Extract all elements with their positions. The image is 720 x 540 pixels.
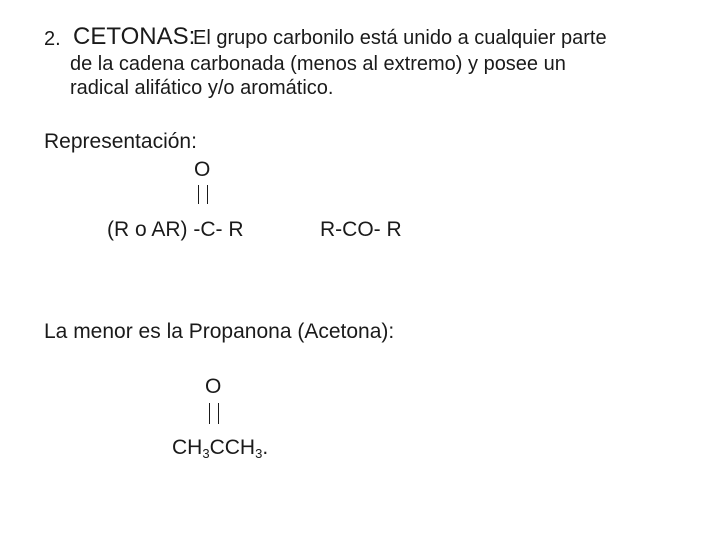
intro-text-line-2: de la cadena carbonada (menos al extremo) y posee un xyxy=(70,53,566,75)
section-heading: CETONAS: xyxy=(73,23,196,50)
double-bond xyxy=(198,185,208,204)
acetone-formula: $CH_3CCH_3$. xyxy=(172,436,269,461)
section-number: 2. xyxy=(44,28,61,50)
carbonyl-oxygen: O xyxy=(194,158,211,181)
example-label: La menor es la Propanona (Acetona): xyxy=(44,320,395,343)
general-structure-expanded: (R o AR) -C- R xyxy=(107,218,244,241)
representation-label: Representación: xyxy=(44,130,197,153)
intro-text-line-1: El grupo carbonilo está unido a cualquier parte xyxy=(193,27,607,49)
acetone-oxygen: O xyxy=(205,375,222,398)
general-structure-condensed: R-CO- R xyxy=(320,218,402,241)
acetone-double-bond xyxy=(209,403,219,424)
intro-text-line-3: radical alifático y/o aromático. xyxy=(70,77,334,99)
